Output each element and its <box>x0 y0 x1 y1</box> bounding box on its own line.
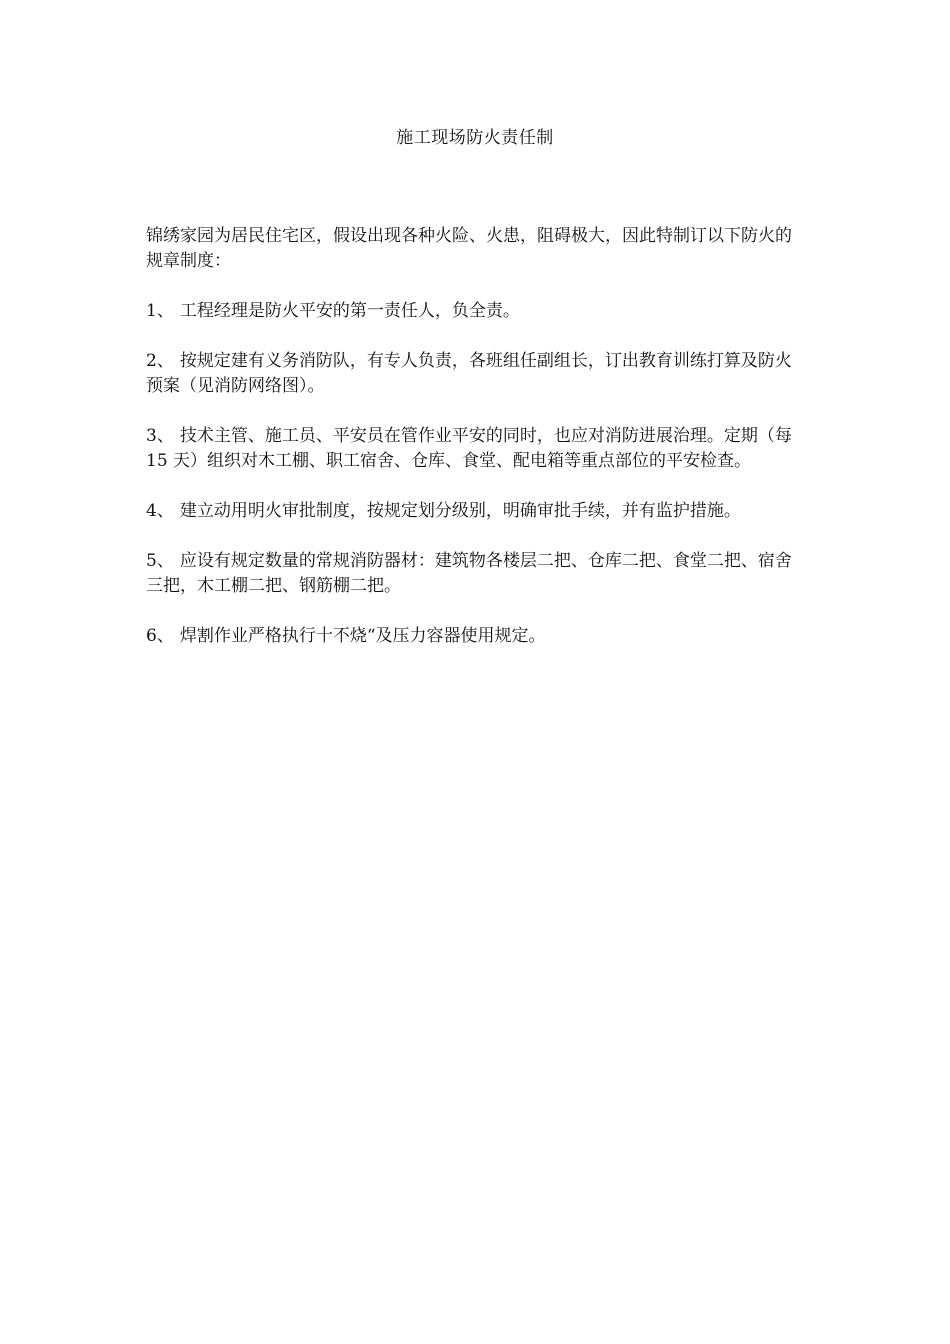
document-title: 施工现场防火责任制 <box>396 128 554 148</box>
rule-number: 3、 <box>146 426 174 446</box>
rule-text: 建立动用明火审批制度，按规定划分级别，明确审批手续，并有监护措施。 <box>179 501 741 521</box>
rule-item-3 <box>146 424 806 474</box>
rule-text: 焊割作业严格执行十不烧“及压力容器使用规定。 <box>179 626 546 646</box>
document-body <box>146 224 806 674</box>
rule-text: 技术主管、施工员、平安员在管作业平安的同时，也应对消防进展治理。定期（每 15 天）组织对木工棚、职工宿舍、仓库、食堂、配电箱等重点部位的平安检查。 <box>146 426 792 471</box>
rule-item-5 <box>146 549 806 599</box>
rule-number: 2、 <box>146 351 174 371</box>
rule-text: 应设有规定数量的常规消防器材：建筑物各楼层二把、仓库二把、食堂二把、宿舍三把，木工棚二把、钢筋棚二把。 <box>146 551 792 596</box>
rule-item-6 <box>146 624 806 649</box>
rule-text: 工程经理是防火平安的第一责任人，负全责。 <box>179 301 520 321</box>
rule-item-2 <box>146 349 806 399</box>
rule-text: 按规定建有义务消防队，有专人负责，各班组任副组长，订出教育训练打算及防火预案（见消防网络图）。 <box>146 351 792 396</box>
rule-item-4 <box>146 499 806 524</box>
rule-number: 1、 <box>146 301 174 321</box>
rule-number: 4、 <box>146 501 174 521</box>
rule-number: 6、 <box>146 626 174 646</box>
intro-paragraph: 锦绣家园为居民住宅区，假设出现各种火险、火患，阻碍极大，因此特制订以下防火的规章制度： <box>146 226 792 271</box>
rule-number: 5、 <box>146 551 174 571</box>
rule-item-1 <box>146 299 806 324</box>
